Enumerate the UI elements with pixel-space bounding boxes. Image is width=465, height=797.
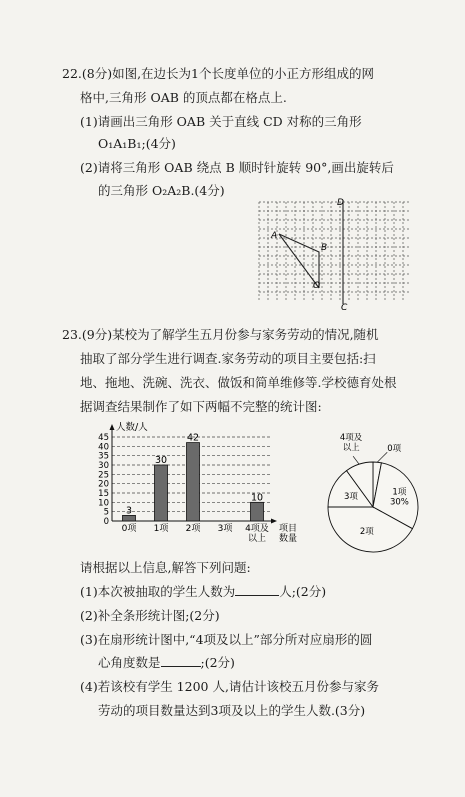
pie-label: 1项: [392, 487, 407, 498]
y-tick-label: 5: [103, 507, 109, 518]
q23-sub3-text: 心角度数是: [98, 655, 161, 670]
pie-value-label: 30%: [389, 497, 409, 508]
label-o: O: [313, 281, 321, 291]
q22-part2-line2: 的三角形 O₂A₂B.(4分): [98, 183, 225, 198]
q23-stem-line2: 抽取了部分学生进行调查.家务劳动的项目主要包括:扫: [80, 351, 376, 366]
y-tick-label: 40: [98, 442, 109, 453]
q23-sub3-line1: (3)在扇形统计图中,“4项及以上”部分所对应扇形的圆: [80, 632, 373, 647]
bar-data-label: 42: [186, 432, 200, 444]
q22-stem-line2: 格中,三角形 OAB 的顶点都在格点上.: [80, 90, 287, 105]
y-tick-label: 10: [98, 498, 109, 509]
x-tick-label: 4项及: [245, 524, 269, 534]
q22-part1-line2: O₁A₁B₁;(4分): [98, 136, 176, 151]
pie-leader: [353, 456, 359, 464]
y-axis-arrow: [110, 424, 115, 430]
x-tick-label: 1项: [153, 524, 169, 534]
q23-stem-line1: 23.(9分)某校为了解学生五月份参与家务劳动的情况,随机: [62, 327, 379, 342]
bar: [251, 502, 264, 521]
y-tick-label: 35: [98, 451, 109, 462]
q22-stem-line1: 22.(8分)如图,在边长为1个长度单位的小正方形组成的网: [62, 66, 375, 81]
bar-data-label: 10: [250, 492, 264, 504]
q23-sub3-end: ;(2分): [200, 655, 235, 670]
q23-sub2: (2)补全条形统计图;(2分): [80, 608, 220, 623]
pie-label: 2项: [359, 526, 374, 537]
y-tick-label: 20: [98, 479, 109, 490]
x-tick-label: 2项: [185, 524, 201, 534]
q22-grid-figure: [255, 196, 415, 311]
q23-sub4-line1: (4)若该校有学生 1200 人,请估计该校五月份参与家务: [80, 679, 379, 694]
label-b: B: [321, 243, 328, 253]
bar: [187, 443, 200, 521]
q23-sub3-line2: [98, 655, 235, 671]
pie-label: 4项及: [339, 433, 363, 444]
q23-sub1: [80, 584, 326, 600]
x-tick-label: 以上: [247, 534, 267, 544]
y-axis-title: 人数/人: [116, 422, 148, 433]
y-tick-label: 0: [103, 517, 109, 527]
q23-sub1-end: 人;(2分): [279, 584, 327, 599]
x-tick-label: 0项: [121, 524, 137, 534]
pie-leader: [377, 452, 387, 462]
label-d: D: [337, 198, 344, 208]
x-axis-arrow: [271, 519, 277, 524]
y-tick-label: 15: [98, 489, 109, 499]
q23-sub4-line2: 劳动的项目数量达到3项及以上的学生人数.(3分): [98, 703, 366, 718]
label-a: A: [271, 231, 278, 241]
q23-intro: 请根据以上信息,解答下列问题:: [80, 560, 251, 575]
answer-blank-1[interactable]: [235, 584, 279, 596]
y-tick-label: 30: [98, 461, 109, 471]
x-tick-label: 3项: [217, 524, 233, 534]
x-axis-title: 数量: [278, 534, 298, 544]
bar: [155, 465, 168, 521]
y-tick-label: 45: [98, 433, 109, 443]
q22-part2-line1: (2)请将三角形 OAB 绕点 B 顺时针旋转 90°,画出旋转后: [80, 160, 394, 175]
q22-part1-line1: (1)请画出三角形 OAB 关于直线 CD 对称的三角形: [80, 114, 362, 129]
x-axis-title: 项目: [278, 524, 298, 534]
pie-label: 以上: [342, 443, 360, 454]
q23-sub1-text: (1)本次被抽取的学生人数为: [80, 584, 236, 599]
label-c: C: [341, 303, 348, 313]
bar-data-label: 3: [125, 505, 133, 517]
y-tick-label: 25: [98, 470, 109, 481]
pie-chart: [305, 433, 435, 562]
bar-data-label: 30: [154, 455, 168, 466]
pie-label: 0项: [387, 444, 402, 455]
pie-label: 3项: [343, 491, 358, 502]
answer-blank-3[interactable]: [161, 655, 201, 667]
bar-chart: [78, 418, 308, 558]
q23-stem-line4: 据调查结果制作了如下两幅不完整的统计图:: [80, 399, 322, 414]
q23-stem-line3: 地、拖地、洗碗、洗衣、做饭和简单维修等.学校德育处根: [80, 375, 397, 390]
